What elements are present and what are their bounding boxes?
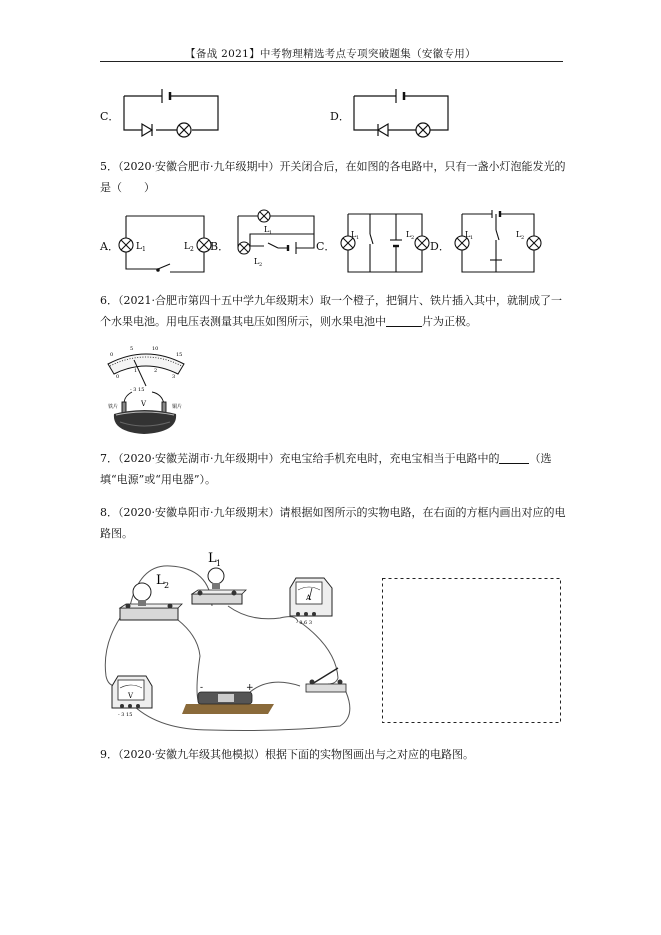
svg-text:2: 2 <box>411 235 415 241</box>
q8-answer-box[interactable] <box>382 578 562 724</box>
q5-text: 5．（2020·安徽合肥市·九年级期中）开关闭合后，在如图的各电路中，只有一盏小灯泡能发光的是（ ） <box>100 160 566 194</box>
svg-text:1: 1 <box>470 235 474 241</box>
svg-text:铁片: 铁片 <box>108 404 119 410</box>
svg-text:1: 1 <box>269 230 273 236</box>
q7-text: 7．（2020·安徽芜湖市·九年级期中）充电宝给手机充电时，充电宝相当于电路中的 （选填“电源”或“用电器”）。 <box>100 452 552 486</box>
svg-text:-: - <box>200 683 204 693</box>
q5-option-a-label: A． <box>100 240 119 253</box>
header-rule <box>100 61 563 62</box>
q5-option-d-label: D． <box>430 240 450 253</box>
q5-option-b-circuit <box>234 208 318 276</box>
svg-text:2: 2 <box>190 246 194 253</box>
svg-text:1: 1 <box>356 235 360 241</box>
svg-text:5: 5 <box>130 346 134 352</box>
q5-c-l2-label: L <box>406 230 412 239</box>
svg-text:1: 1 <box>142 246 146 253</box>
svg-text:- 3 15: - 3 15 <box>130 387 145 393</box>
q5-b-l1-label: L <box>264 225 270 234</box>
svg-text:2: 2 <box>259 262 263 268</box>
q4-option-d-label: D． <box>330 110 350 123</box>
q5-b-l2-label: L <box>254 257 260 266</box>
q8-ammeter-symbol: A <box>306 594 312 602</box>
svg-text:+: + <box>246 683 254 693</box>
q4-option-d-circuit <box>352 84 452 144</box>
q8-lamp-l1 <box>192 568 246 604</box>
svg-text:1: 1 <box>134 368 138 374</box>
q8-physical-circuit <box>100 551 372 738</box>
q5-d-l1-label: L <box>465 230 471 239</box>
q4-option-c-label: C． <box>100 110 120 123</box>
q8-switch <box>306 668 346 692</box>
q4-option-c-circuit <box>122 84 222 144</box>
q6-fruit-battery-voltmeter <box>104 346 188 436</box>
q5-option-b-label: B． <box>210 240 230 253</box>
svg-text:2: 2 <box>521 235 525 241</box>
q5-c-l1-label: L <box>351 230 357 239</box>
q9-text: 9．（2020·安徽九年级其他模拟）根据下面的实物图画出与之对应的电路图。 <box>100 748 474 761</box>
svg-text:0: 0 <box>116 374 120 380</box>
q5-a-l2-label: L <box>184 242 190 252</box>
svg-text:1: 1 <box>216 559 222 568</box>
q8-battery <box>182 692 274 714</box>
q5-option-c-circuit <box>340 210 430 276</box>
q6-text: 6．（2021·合肥市第四十五中学九年级期末）取一个橙子，把铜片、铁片插入其中，就制成了一个水果电池。用电压表测量其电压如图所示，则水果电池中 片为正极。 <box>100 294 562 328</box>
page-header: 【备战 2021】中考物理精选考点专项突破题集（安徽专用） <box>185 48 476 60</box>
svg-text:2: 2 <box>164 581 170 590</box>
q6-answer-blank[interactable] <box>386 314 422 327</box>
svg-text:0: 0 <box>110 352 114 358</box>
q7-answer-blank[interactable] <box>499 451 529 464</box>
svg-text:- 3 15: - 3 15 <box>118 712 133 718</box>
q8-lamp-l2 <box>120 583 182 620</box>
q5-option-a-circuit <box>122 214 208 276</box>
q8-l1-label: L <box>208 551 217 566</box>
q8-voltmeter-symbol: V <box>128 692 134 700</box>
q5-d-l2-label: L <box>516 230 522 239</box>
svg-text:V: V <box>141 400 147 408</box>
svg-text:铜片: 铜片 <box>172 404 183 410</box>
svg-text:15: 15 <box>176 352 183 358</box>
q5-option-c-label: C． <box>316 240 336 253</box>
q5-a-l1-label: L <box>136 242 142 252</box>
svg-text:- 0.6 3: - 0.6 3 <box>296 620 313 626</box>
q5-option-d-circuit <box>456 210 542 276</box>
svg-text:2: 2 <box>154 368 158 374</box>
q8-text: 8．（2020·安徽阜阳市·九年级期末）请根据如图所示的实物电路，在右面的方框内画出对应的电路图。 <box>100 506 566 540</box>
svg-text:3: 3 <box>172 374 176 380</box>
q8-l2-label: L <box>156 573 165 588</box>
svg-text:10: 10 <box>152 346 159 352</box>
